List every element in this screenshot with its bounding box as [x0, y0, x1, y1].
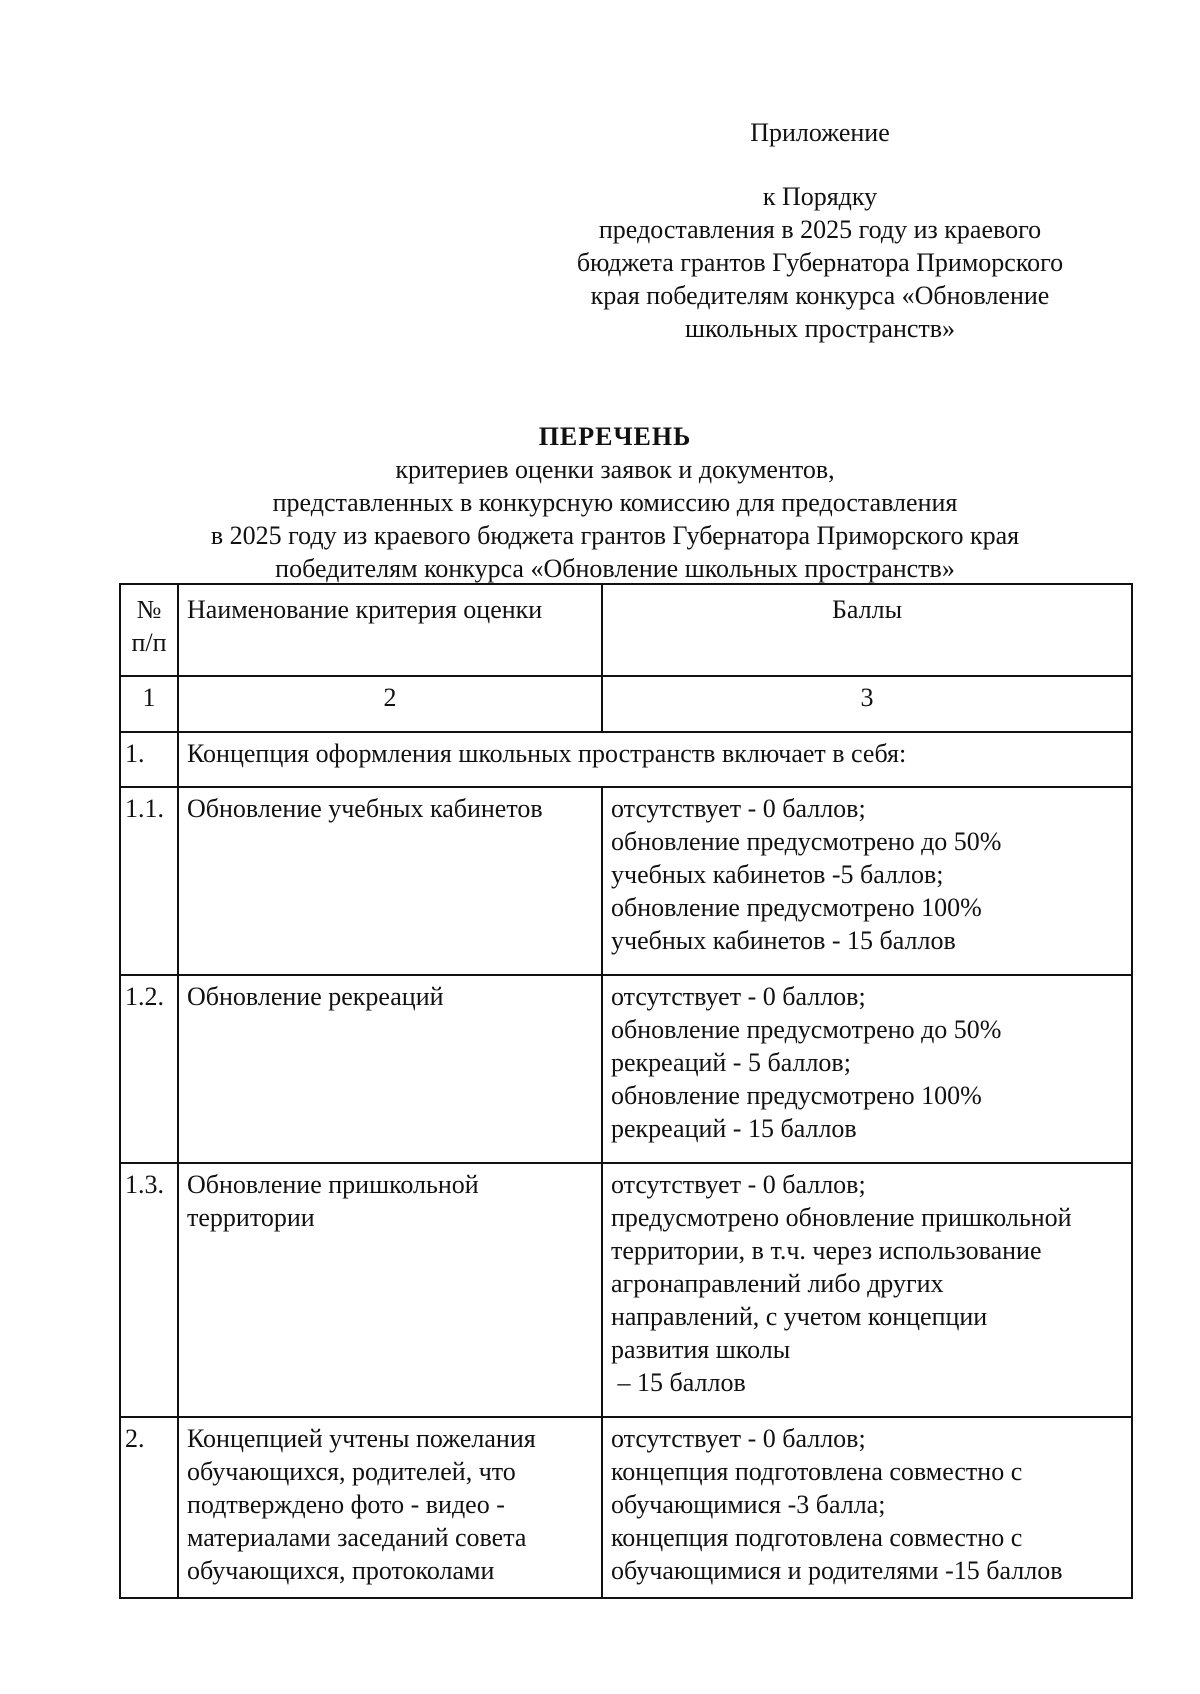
- table-row: [120, 1163, 1132, 1417]
- section-row: [120, 732, 1132, 787]
- header-points: Баллы: [602, 584, 1132, 676]
- points-line: концепция подготовлена совместно с: [611, 1523, 1023, 1552]
- header-number-abbr: п/п: [131, 628, 167, 657]
- table-row: [120, 787, 1132, 975]
- points-line: отсутствует - 0 баллов;: [611, 1424, 866, 1453]
- points-line: направлений, с учетом концепции: [611, 1302, 988, 1331]
- points-line: обновление предусмотрено до 50%: [611, 1015, 1002, 1044]
- row-number: 1.3.: [120, 1163, 178, 1417]
- points-line: обновление предусмотрено 100%: [611, 893, 982, 922]
- appendix-line: бюджета грантов Губернатора Приморского: [576, 248, 1064, 277]
- points-line: агронаправлений либо других: [611, 1269, 944, 1298]
- header-row: [120, 584, 1132, 676]
- column-number-row: [120, 676, 1132, 732]
- points-line: обучающимися -3 балла;: [611, 1490, 886, 1519]
- criterion-name: Обновление рекреаций: [178, 975, 602, 1163]
- header-number-sign: №: [136, 595, 162, 624]
- points-line: рекреаций - 15 баллов: [611, 1114, 857, 1143]
- table-row: [120, 1417, 1132, 1598]
- subtitle-line: представленных в конкурсную комиссию для предоставления: [272, 488, 958, 517]
- points-line: предусмотрено обновление пришкольной: [611, 1203, 1072, 1232]
- points-line: учебных кабинетов - 15 баллов: [611, 926, 956, 955]
- points-line: – 15 баллов: [611, 1368, 746, 1397]
- criterion-name: [178, 1417, 602, 1598]
- points-line: развития школы: [611, 1335, 791, 1364]
- criterion-name-line: материалами заседаний совета: [187, 1523, 527, 1552]
- document-heading: [140, 420, 1090, 585]
- appendix-line: школьных пространств»: [684, 314, 956, 343]
- criterion-points: [602, 787, 1132, 975]
- criterion-name: Обновление учебных кабинетов: [178, 787, 602, 975]
- row-number: 2.: [120, 1417, 178, 1598]
- appendix-line: края победителям конкурса «Обновление: [590, 281, 1050, 310]
- points-line: обновление предусмотрено до 50%: [611, 827, 1002, 856]
- row-number: 1.: [120, 732, 178, 787]
- points-line: рекреаций - 5 баллов;: [611, 1048, 851, 1077]
- appendix-title: Приложение: [750, 118, 890, 147]
- column-number: 1: [120, 676, 178, 732]
- row-number: 1.1.: [120, 787, 178, 975]
- points-line: отсутствует - 0 баллов;: [611, 982, 866, 1011]
- column-number: 2: [178, 676, 602, 732]
- appendix-line: к Порядку: [762, 182, 878, 211]
- points-line: отсутствует - 0 баллов;: [611, 794, 866, 823]
- appendix-line: предоставления в 2025 году из краевого: [598, 215, 1042, 244]
- subtitle-line: победителям конкурса «Обновление школьных пространств»: [275, 554, 955, 583]
- table-row: [120, 975, 1132, 1163]
- points-line: обновление предусмотрено 100%: [611, 1081, 982, 1110]
- column-number: 3: [602, 676, 1132, 732]
- document-subtitle: [140, 453, 1090, 585]
- criterion-name-line: обучающихся, протоколами: [187, 1556, 495, 1585]
- points-line: концепция подготовлена совместно с: [611, 1457, 1023, 1486]
- header-criterion-name: Наименование критерия оценки: [178, 584, 602, 676]
- subtitle-line: в 2025 году из краевого бюджета грантов Губернатора Приморского края: [210, 521, 1020, 550]
- appendix-reference: [540, 180, 1100, 345]
- row-number: 1.2.: [120, 975, 178, 1163]
- points-line: учебных кабинетов -5 баллов;: [611, 860, 944, 889]
- criterion-name-line: подтверждено фото - видео -: [187, 1490, 505, 1519]
- points-line: обучающимися и родителями -15 баллов: [611, 1556, 1063, 1585]
- points-line: отсутствует - 0 баллов;: [611, 1170, 866, 1199]
- criterion-name-line: территории: [187, 1203, 315, 1232]
- points-line: территории, в т.ч. через использование: [611, 1236, 1042, 1265]
- criterion-points: [602, 975, 1132, 1163]
- criteria-table: [119, 675, 1133, 1599]
- criteria-table-header: [119, 583, 1133, 677]
- criterion-points: [602, 1163, 1132, 1417]
- subtitle-line: критериев оценки заявок и документов,: [395, 455, 835, 484]
- criterion-points: [602, 1417, 1132, 1598]
- section-title: Концепция оформления школьных пространств включает в себя:: [178, 732, 1132, 787]
- criterion-name-line: обучающихся, родителей, что: [187, 1457, 516, 1486]
- criterion-name: [178, 1163, 602, 1417]
- header-number-cell: [120, 584, 178, 676]
- criterion-name-line: Концепцией учтены пожелания: [187, 1424, 536, 1453]
- criterion-name-line: Обновление пришкольной: [187, 1170, 479, 1199]
- document-title: ПЕРЕЧЕНЬ: [538, 422, 692, 451]
